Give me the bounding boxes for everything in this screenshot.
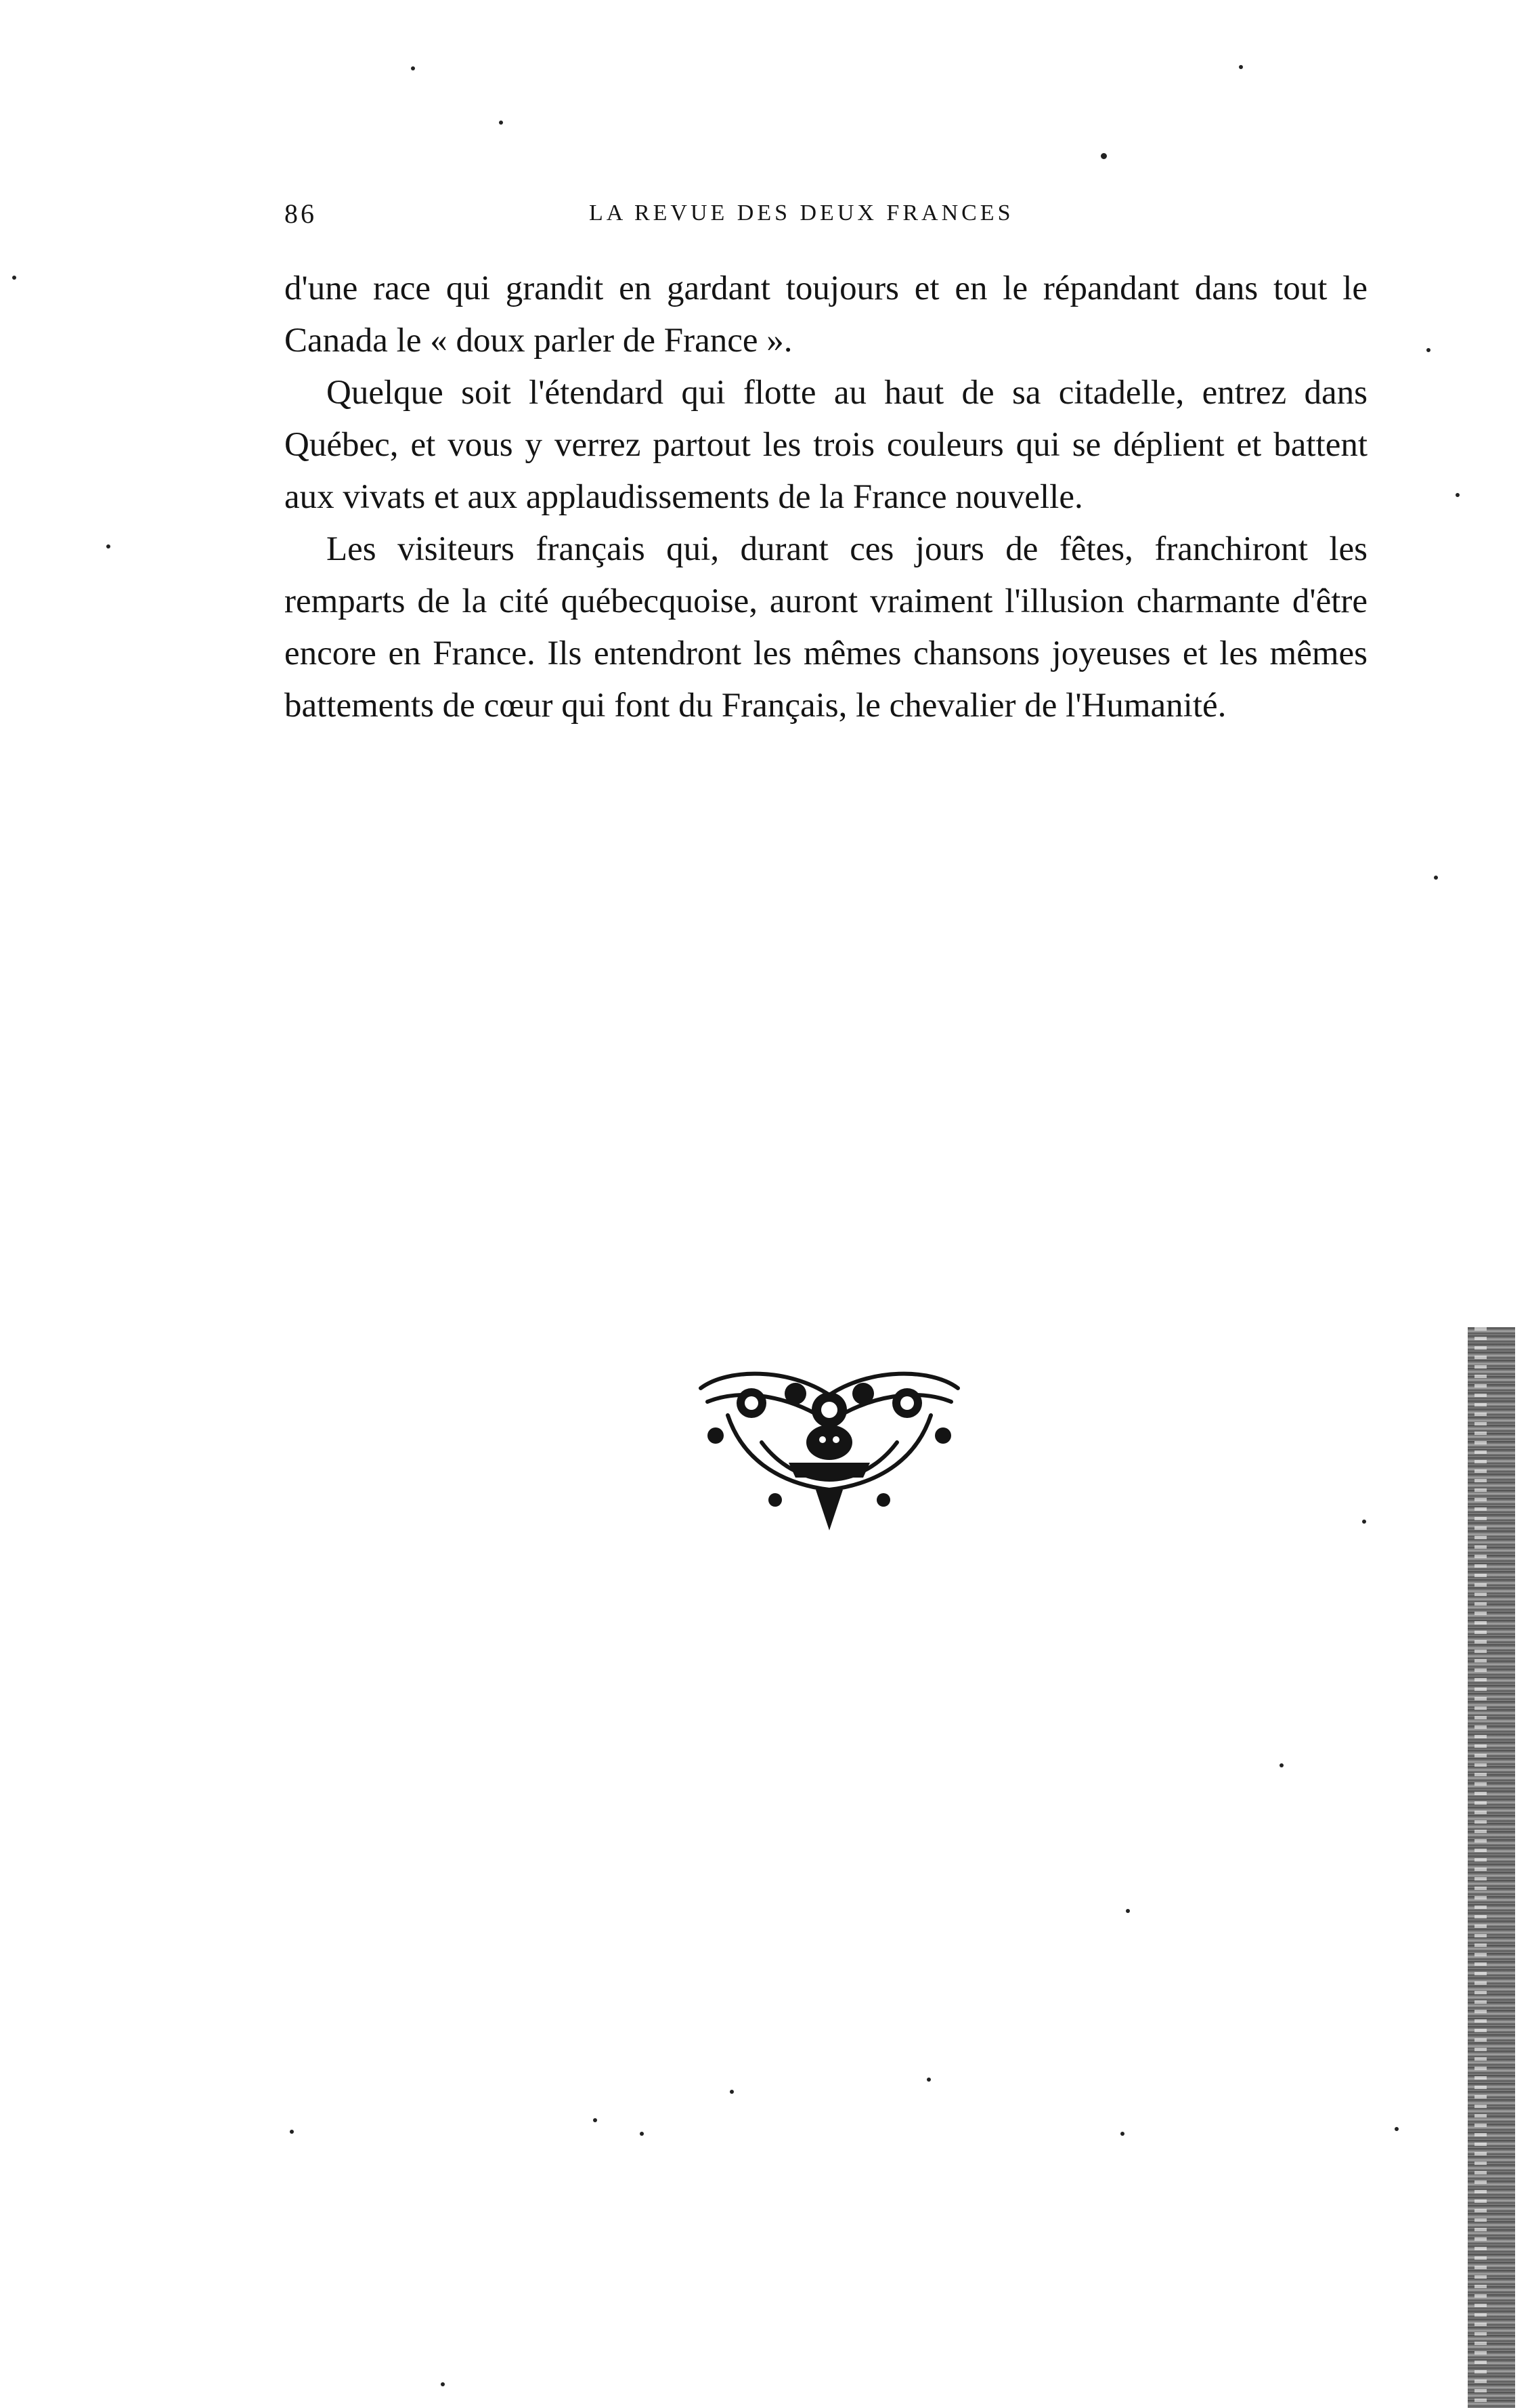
scanned-page-edge-icon [1468,1327,1515,2408]
scan-speck [1280,1763,1284,1767]
running-title: LA REVUE DES DEUX FRANCES [589,200,1014,225]
scan-speck [290,2130,294,2134]
scan-speck [1426,348,1430,352]
running-head [284,198,1368,238]
baroque-tailpiece-ornament-icon [687,1361,971,1537]
scan-speck [411,66,415,70]
page-number: 86 [284,198,317,229]
scan-speck [1395,2127,1399,2131]
scan-speck [593,2118,597,2122]
scan-speck [1126,1909,1130,1913]
scan-speck [12,276,16,280]
scan-speck [640,2132,644,2136]
scan-speck [1456,493,1460,497]
paragraph-continuation: d'une race qui grandit en gardant toujours et en le répandant dans tout le Canada le « doux parler de France ». [284,270,1368,360]
paragraph-quebec: Quelque soit l'étendard qui flotte au haut de sa citadelle, entrez dans Québec, et vous y verrez partout les trois couleurs qui se déplient et battent aux vivats et aux applaudissements de la France nouvelle. [284,374,1368,516]
scan-speck [1434,876,1438,880]
scan-speck [730,2090,734,2094]
paragraph-visiteurs: Les visiteurs français qui, durant ces jours de fêtes, franchiront les remparts de la cité québecquoise, auront vraiment l'illusion charmante d'être encore en France. Ils entendront les mêmes chansons joyeuses et les mêmes battements de cœur qui font du Français, le chevalier de l'Humanité. [284,530,1368,725]
scan-speck [106,544,110,549]
scan-speck [1120,2132,1124,2136]
scan-speck [441,2382,445,2386]
scan-speck [1101,153,1107,159]
scan-speck [1362,1520,1366,1524]
scan-speck [1239,65,1243,69]
scan-speck [499,121,503,125]
scan-speck [927,2078,931,2082]
body-text [284,263,1368,732]
